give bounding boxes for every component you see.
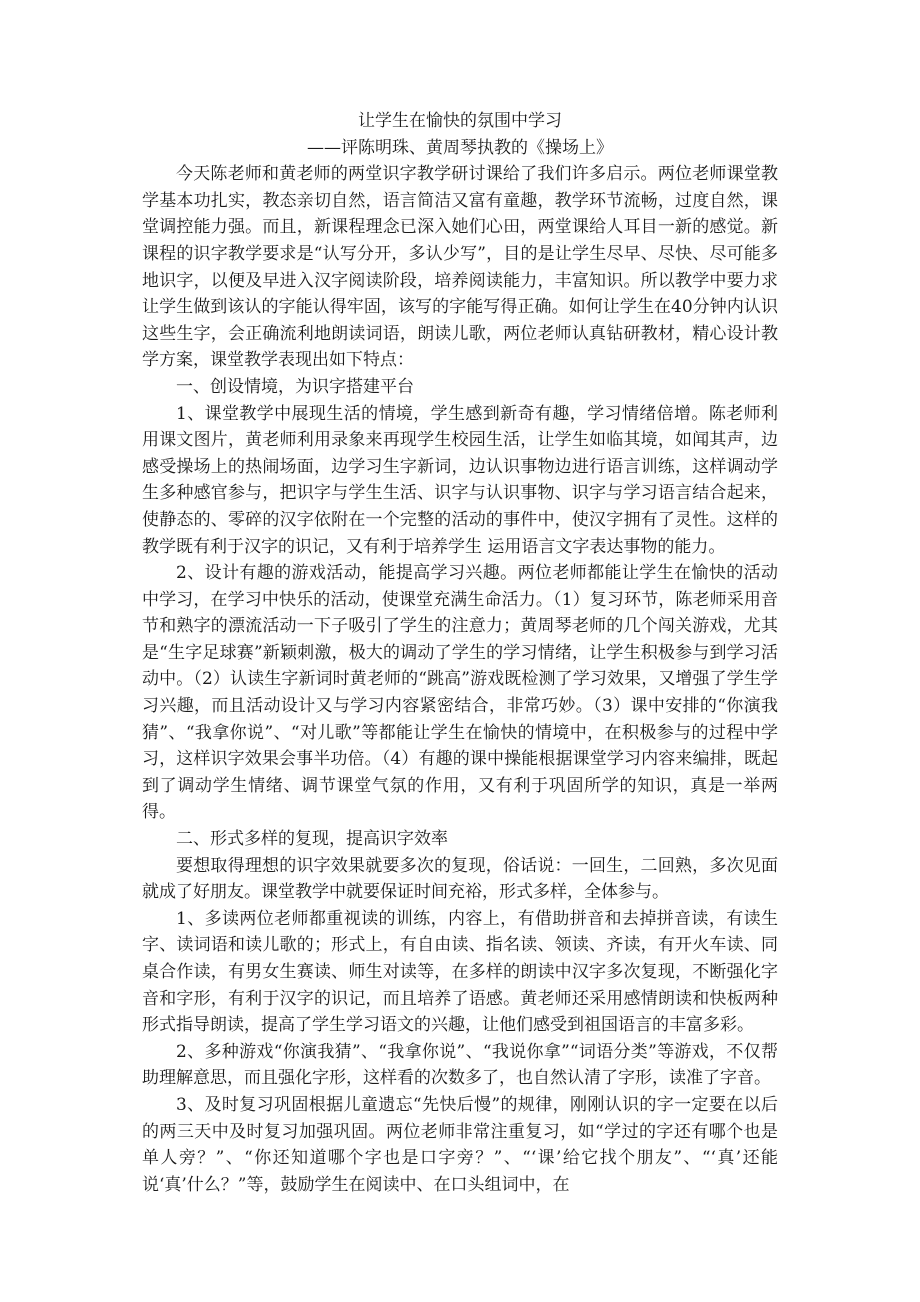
paragraph-1-2: 2、设计有趣的游戏活动，能提高学习兴趣。两位老师都能让学生在愉快的活动中学习，在学习中快乐的活动，使课堂充满生命活力。（1）复习环节，陈老师采用音节和熟字的漂流活动一下子吸引了学生的注意力；黄周琴老师的几个闯关游戏，尤其是“生字足球赛”新颖刺激，极大的调动了学生的学习情绪，让学生积极参与到学习活动中。（2）认读生字新词时黄老师的“跳高”游戏既检测了学习效果，又增强了学生学习兴趣，而且活动设计又与学习内容紧密结合，非常巧妙。（3）课中安排的“你演我猜”、“我拿你说”、“对儿歌”等都能让学生在愉快的情境中，在积极参与的过程中学习，这样识字效果会事半功倍。（4）有趣的课中操能根据课堂学习内容来编排，既起到了调动学生情绪、调节课堂气氛的作用，又有利于巩固所学的知识，真是一举两得。 — [142, 563, 778, 823]
document-page — [142, 108, 778, 1198]
paragraph-1-1: 1、课堂教学中展现生活的情境，学生感到新奇有趣，学习情绪倍增。陈老师利用课文图片，黄老师利用录象来再现学生校园生活，让学生如临其境，如闻其声，边感受操场上的热闹场面，边学习生字新词，边认识事物边进行语言训练，这样调动学生多种感官参与，把识字与学生生活、识字与认识事物、识字与学习语言结合起来，使静态的、零碎的汉字依附在一个完整的活动的事件中，使汉字拥有了灵性。这样的教学既有利于汉字的识记，又有利于培养学生 运用语言文字表达事物的能力。 — [142, 403, 778, 557]
intro-paragraph: 今天陈老师和黄老师的两堂识字教学研讨课给了我们许多启示。两位老师课堂教学基本功扎实，教态亲切自然，语言简洁又富有童趣，教学环节流畅，过度自然，课堂调控能力强。而且，新课程理念已深入她们心田，两堂课给人耳目一新的感觉。新课程的识字教学要求是“认写分开，多认少写”，目的是让学生尽早、尽快、尽可能多地识字，以便及早进入汉字阅读阶段，培养阅读能力，丰富知识。所以教学中要力求让学生做到该认的字能认得牢固，该写的字能写得正确。如何让学生在40分钟内认识这些生字，会正确流利地朗读词语，朗读儿歌，两位老师认真钻研教材，精心设计教学方案，课堂教学表现出如下特点： — [142, 164, 778, 371]
paragraph-2-2: 2、多种游戏“你演我猜”、“我拿你说”、“我说你拿”“词语分类”等游戏，不仅帮助理解意思，而且强化字形，这样看的次数多了，也自然认清了字形，读准了字音。 — [142, 1041, 778, 1089]
document-subtitle: ——评陈明珠、黄周琴执教的《操场上》 — [307, 137, 613, 158]
document-title: 让学生在愉快的氛围中学习 — [358, 111, 562, 131]
section-heading-2: 二、形式多样的复现，提高识字效率 — [176, 829, 448, 850]
paragraph-2-3: 3、及时复习巩固根据儿童遗忘“先快后慢”的规律，刚刚认识的字一定要在以后的两三天中及时复习加强巩固。两位老师非常注重复习，如“学过的字还有哪个也是单人旁？”、“你还知道哪个字也是口字旁？”、“‘课’给它找个朋友”、“‘真’还能说‘真’什么？”等，鼓励学生在阅读中、在口头组词中，在 — [142, 1094, 778, 1195]
paragraph-2-intro: 要想取得理想的识字效果就要多次的复现，俗话说：一回生，二回熟，多次见面就成了好朋友。课堂教学中就要保证时间充裕，形式多样，全体参与。 — [142, 855, 778, 903]
paragraph-2-1: 1、多读两位老师都重视读的训练，内容上，有借助拼音和去掉拼音读，有读生字、读词语和读儿歌的；形式上，有自由读、指名读、领读、齐读，有开火车读、同桌合作读，有男女生赛读、师生对读等，在多样的朗读中汉字多次复现，不断强化字音和字形，有利于汉字的识记，而且培养了语感。黄老师还采用感情朗读和快板两种形式指导朗读，提高了学生学习语文的兴趣，让他们感受到祖国语言的丰富多彩。 — [142, 908, 778, 1036]
section-heading-1: 一、创设情境，为识字搭建平台 — [176, 376, 414, 397]
